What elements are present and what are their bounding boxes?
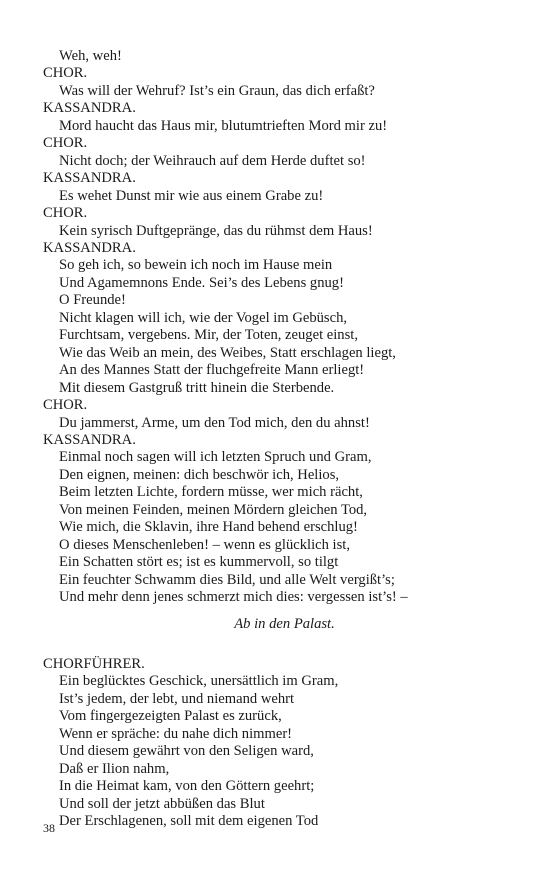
verse-line: O Freunde! [59, 292, 126, 309]
verse-line: Ein beglücktes Geschick, unersättlich im Gram, [59, 673, 339, 690]
verse-line: Und soll der jetzt abbüßen das Blut [59, 795, 265, 812]
speaker-name: CHORFÜHRER. [43, 655, 145, 672]
play-text [43, 48, 510, 830]
verse-line: Furchtsam, vergebens. Mir, der Toten, zeuget einst, [59, 327, 358, 344]
verse-line: In die Heimat kam, von den Göttern geehrt; [59, 778, 315, 795]
verse-line: Den eignen, meinen: dich beschwör ich, Helios, [59, 466, 340, 483]
verse-line: Daß er Ilion nahm, [59, 760, 170, 777]
speaker-name: KASSANDRA. [43, 431, 136, 448]
verse-line: Ist’s jedem, der lebt, und niemand wehrt [59, 690, 295, 707]
verse-line: Von meinen Feinden, meinen Mördern gleichen Tod, [59, 501, 368, 518]
verse-line: Vom fingergezeigten Palast es zurück, [59, 708, 282, 725]
verse-line: An des Mannes Statt der fluchgefreite Mann erliegt! [59, 362, 365, 379]
verse-line: Wie mich, die Sklavin, ihre Hand behend erschlug! [59, 519, 358, 536]
verse-line: Mord haucht das Haus mir, blutumtrieften Mord mir zu! [59, 117, 388, 134]
verse-line: Und mehr denn jenes schmerzt mich dies: vergessen ist’s! – [59, 589, 408, 606]
verse-line: Der Erschlagenen, soll mit dem eigenen Tod [59, 813, 319, 830]
speaker-name: KASSANDRA. [43, 170, 136, 187]
verse-line: Mit diesem Gastgruß tritt hinein die Sterbende. [59, 379, 335, 396]
verse-line: O dieses Menschenleben! – wenn es glücklich ist, [59, 536, 350, 553]
verse-line: Wie das Weib an mein, des Weibes, Statt erschlagen liegt, [59, 344, 396, 361]
page-number: 38 [43, 821, 55, 835]
verse-line: Und diesem gewährt von den Seligen ward, [59, 743, 314, 760]
verse-line: Einmal noch sagen will ich letzten Spruch und Gram, [59, 449, 372, 466]
verse-line: Wenn er spräche: du nahe dich nimmer! [59, 725, 293, 742]
verse-line: Weh, weh! [59, 48, 122, 64]
verse-line: Und Agamemnons Ende. Sei’s des Lebens gnug! [59, 274, 344, 291]
speaker-name: KASSANDRA. [43, 239, 136, 256]
speaker-name: CHOR. [43, 397, 88, 414]
verse-line: Ein Schatten stört es; ist es kummervoll, so tilgt [59, 554, 339, 571]
speaker-name: KASSANDRA. [43, 100, 136, 117]
speaker-name: CHOR. [43, 65, 88, 82]
verse-line: So geh ich, so bewein ich noch im Hause mein [59, 257, 333, 274]
stage-direction: Ab in den Palast. [234, 615, 335, 632]
verse-line: Nicht klagen will ich, wie der Vogel im Gebüsch, [59, 309, 348, 326]
verse-line: Du jammerst, Arme, um den Tod mich, den du ahnst! [59, 414, 370, 431]
verse-line: Es wehet Dunst mir wie aus einem Grabe zu! [59, 187, 324, 204]
speaker-name: CHOR. [43, 135, 88, 152]
verse-line: Beim letzten Lichte, fordern müsse, wer mich rächt, [59, 484, 363, 501]
verse-line: Was will der Wehruf? Ist’s ein Graun, das dich erfaßt? [59, 82, 375, 99]
verse-line: Nicht doch; der Weihrauch auf dem Herde duftet so! [59, 152, 366, 169]
speaker-name: CHOR. [43, 205, 88, 222]
verse-line: Ein feuchter Schwamm dies Bild, und alle Welt vergißt’s; [59, 571, 395, 588]
verse-line: Kein syrisch Duftgepränge, das du rühmst dem Haus! [59, 222, 373, 239]
